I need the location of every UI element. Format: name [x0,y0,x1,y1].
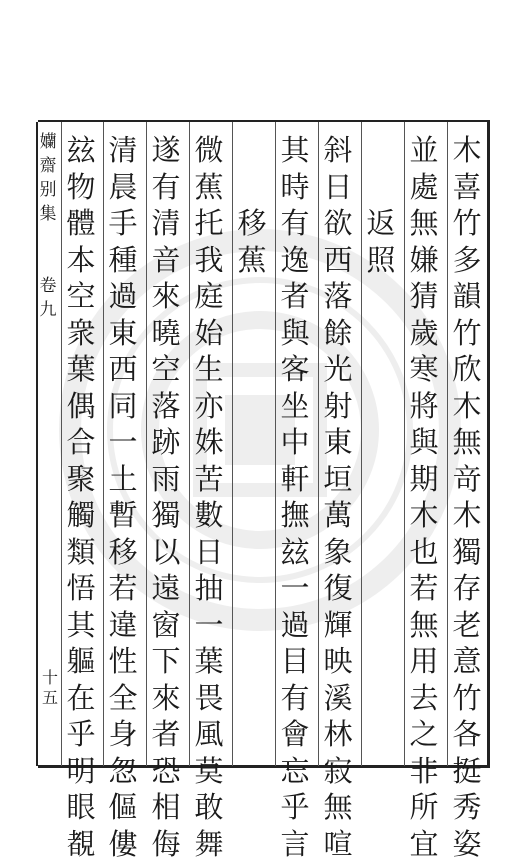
text-char: 有 [147,169,185,206]
text-char: 歲 [405,315,443,352]
text-char: 東 [104,315,142,352]
text-char: 竹 [448,205,486,242]
text-char: 象 [319,534,357,571]
text-char: 以 [147,534,185,571]
text-char: 清 [147,205,185,242]
text-char: 我 [190,242,228,279]
text-column [104,132,142,757]
text-char: 在 [62,680,100,717]
text-column [147,132,185,757]
text-char: 庭 [190,278,228,315]
text-char: 相 [147,789,185,826]
text-char: 嫌 [405,242,443,279]
text-char: 姿 [448,826,486,862]
text-char: 宜 [405,826,443,862]
text-char: 者 [276,278,314,315]
indent-space [362,169,400,206]
text-char: 目 [276,643,314,680]
text-char: 乎 [62,716,100,753]
text-char: 無 [405,205,443,242]
text-char: 本 [62,242,100,279]
title-char: 照 [362,242,400,279]
text-char: 若 [405,570,443,607]
text-char: 其 [62,607,100,644]
text-char: 來 [147,278,185,315]
text-char: 復 [319,570,357,607]
text-char: 合 [62,424,100,461]
text-char: 明 [62,753,100,790]
text-char: 寂 [319,753,357,790]
text-char: 撫 [276,497,314,534]
text-char: 聚 [62,461,100,498]
text-char: 傴 [104,789,142,826]
text-char: 木 [405,497,443,534]
text-char: 亦 [190,388,228,425]
text-char: 非 [405,753,443,790]
text-char: 姝 [190,424,228,461]
title-char: 返 [362,205,400,242]
text-char: 之 [405,716,443,753]
text-char: 欲 [319,205,357,242]
text-char: 去 [405,680,443,717]
text-char: 秀 [448,789,486,826]
text-char: 移 [104,534,142,571]
text-char: 種 [104,242,142,279]
text-char: 木 [448,132,486,169]
text-char: 恐 [147,753,185,790]
text-char: 一 [190,607,228,644]
text-char: 日 [319,169,357,206]
text-char: 逸 [276,242,314,279]
text-char: 映 [319,643,357,680]
text-column [276,132,314,757]
text-char: 欣 [448,351,486,388]
text-char: 過 [104,278,142,315]
text-char: 東 [319,424,357,461]
text-char: 無 [405,607,443,644]
text-char: 竹 [448,315,486,352]
text-char: 也 [405,534,443,571]
text-char: 與 [405,424,443,461]
text-char: 萬 [319,497,357,534]
text-char: 玆 [276,534,314,571]
text-char: 軒 [276,461,314,498]
text-column [319,132,357,757]
text-char: 竹 [448,680,486,717]
title-char: 移 [233,205,271,242]
text-char: 眼 [62,789,100,826]
text-char: 侮 [147,826,185,862]
text-char: 若 [104,570,142,607]
text-char: 蕉 [190,169,228,206]
margin-title-char: 齋 [38,154,58,178]
text-char: 者 [147,716,185,753]
text-char: 中 [276,424,314,461]
text-char: 性 [104,643,142,680]
indent-space [362,132,400,169]
text-char: 土 [104,461,142,498]
text-char: 其 [276,132,314,169]
text-char: 跡 [147,424,185,461]
text-char: 風 [190,716,228,753]
text-char: 忽 [104,753,142,790]
text-char: 畏 [190,680,228,717]
text-char: 木 [448,388,486,425]
text-char: 清 [104,132,142,169]
text-char: 悟 [62,570,100,607]
text-char: 乎 [276,789,314,826]
text-char: 獨 [147,497,185,534]
text-char: 餘 [319,315,357,352]
text-char: 林 [319,716,357,753]
text-char: 輝 [319,607,357,644]
text-char: 無 [448,424,486,461]
text-char: 體 [62,205,100,242]
text-char: 所 [405,789,443,826]
text-char: 猜 [405,278,443,315]
text-char: 時 [276,169,314,206]
text-char: 全 [104,680,142,717]
poem-title-column [362,132,400,757]
text-char: 雨 [147,461,185,498]
margin-title-char: 集 [38,202,58,226]
text-char: 會 [276,716,314,753]
text-char: 葉 [190,643,228,680]
text-char: 違 [104,607,142,644]
text-char: 有 [276,205,314,242]
text-char: 老 [448,607,486,644]
text-char: 晨 [104,169,142,206]
text-char: 軀 [62,643,100,680]
folio-number [40,668,60,708]
text-char: 意 [448,643,486,680]
text-char: 音 [147,242,185,279]
text-char: 同 [104,388,142,425]
margin-title [38,130,58,322]
text-column [405,132,443,757]
text-char: 並 [405,132,443,169]
text-char: 挺 [448,753,486,790]
text-char: 西 [104,351,142,388]
text-char: 玆 [62,132,100,169]
text-char: 多 [448,242,486,279]
margin-title-char: 孏 [38,130,58,154]
margin-title-char: 别 [38,178,58,202]
text-char: 來 [147,680,185,717]
text-char: 窗 [147,607,185,644]
indent-space [233,132,271,169]
text-char: 曉 [147,315,185,352]
text-char: 遂 [147,132,185,169]
text-column [62,132,100,757]
text-char: 數 [190,497,228,534]
text-char: 與 [276,315,314,352]
text-char: 西 [319,242,357,279]
text-char: 空 [62,278,100,315]
text-char: 衆 [62,315,100,352]
text-char: 忘 [276,753,314,790]
text-char: 言 [276,826,314,862]
text-char: 物 [62,169,100,206]
text-char: 喧 [319,826,357,862]
text-char: 抽 [190,570,228,607]
text-char: 手 [104,205,142,242]
text-column [190,132,228,757]
text-char: 觸 [62,497,100,534]
text-char: 日 [190,534,228,571]
text-char: 期 [405,461,443,498]
text-char: 韻 [448,278,486,315]
folio-char: 五 [40,688,60,708]
text-char: 敢 [190,789,228,826]
text-char: 生 [190,351,228,388]
text-char: 獨 [448,534,486,571]
text-char: 斜 [319,132,357,169]
text-char: 無 [319,789,357,826]
text-char: 落 [147,388,185,425]
text-char: 存 [448,570,486,607]
text-char: 偶 [62,388,100,425]
text-char: 覩 [62,826,100,862]
text-char: 苦 [190,461,228,498]
text-char: 射 [319,388,357,425]
text-char: 舞 [190,826,228,862]
text-char: 過 [276,607,314,644]
title-char: 蕉 [233,242,271,279]
text-char: 微 [190,132,228,169]
text-char: 托 [190,205,228,242]
text-char: 竒 [448,461,486,498]
text-char: 喜 [448,169,486,206]
text-char: 坐 [276,388,314,425]
text-char: 類 [62,534,100,571]
text-char: 遠 [147,570,185,607]
text-char: 僂 [104,826,142,862]
text-char: 將 [405,388,443,425]
margin-volume-char: 卷 [38,274,58,298]
text-char: 處 [405,169,443,206]
poem-title-column [233,132,271,757]
text-char: 一 [104,424,142,461]
text-char: 空 [147,351,185,388]
text-char: 暫 [104,497,142,534]
text-char: 落 [319,278,357,315]
folio-char: 十 [40,668,60,688]
text-column [448,132,486,757]
text-char: 一 [276,570,314,607]
text-char: 始 [190,315,228,352]
text-char: 莫 [190,753,228,790]
text-char: 有 [276,680,314,717]
text-char: 葉 [62,351,100,388]
margin-volume-char: 九 [38,298,58,322]
text-char: 溪 [319,680,357,717]
text-char: 光 [319,351,357,388]
text-char: 客 [276,351,314,388]
text-char: 身 [104,716,142,753]
text-char: 用 [405,643,443,680]
text-char: 寒 [405,351,443,388]
indent-space [233,169,271,206]
text-char: 垣 [319,461,357,498]
text-char: 下 [147,643,185,680]
text-char: 各 [448,716,486,753]
text-char: 木 [448,497,486,534]
